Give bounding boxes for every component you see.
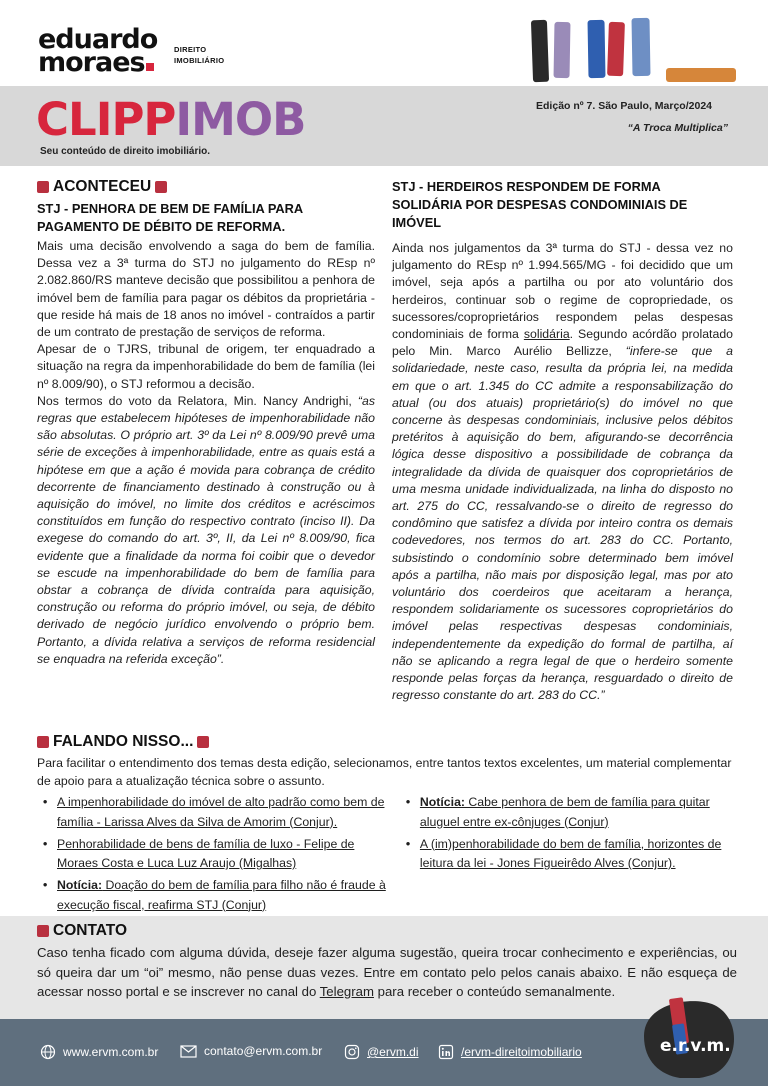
email-text: contato@ervm.com.br	[204, 1044, 323, 1058]
contato-text-a: Caso tenha ficado com alguma dúvida, deseje fazer alguma sugestão, queira trocar conhecimento e experiências, ou só queira dar um “oi” mesmo, não pense duas vezes. Entre em contato pelo pelos canais abaixo. E não esqueça de acessar nosso portal e se inscrever no canal do	[37, 945, 737, 999]
reading-link[interactable]: Doação do bem de família para filho não é fraude à execução fiscal, reafirma STJ (Conjur)	[57, 878, 386, 912]
website-text: www.ervm.com.br	[63, 1045, 159, 1059]
red-square-icon	[155, 181, 167, 193]
brand-part2: IMOB	[175, 93, 306, 146]
edition-info: Edição nº 7. São Paulo, Março/2024	[536, 100, 712, 112]
logo-dot	[146, 63, 154, 71]
linkedin-text: /ervm-direitoimobiliario	[461, 1045, 582, 1059]
ervm-badge-text: e.r.v.m.	[660, 1036, 731, 1056]
noticia-label: Notícia:	[419, 795, 465, 809]
article-title: STJ - PENHORA DE BEM DE FAMÍLIA PARA PAGAMENTO DE DÉBITO DE REFORMA.	[37, 201, 303, 234]
brush-strokes-decoration	[524, 16, 740, 84]
telegram-link[interactable]: Telegram	[319, 984, 374, 999]
motto: “A Troca Multiplica”	[627, 122, 728, 134]
article-paragraph	[392, 240, 733, 704]
red-square-icon	[37, 925, 49, 937]
brand-part1: CLIPP	[36, 93, 176, 146]
email-link[interactable]	[180, 1044, 322, 1058]
falando-heading	[37, 733, 737, 751]
logo-line2	[38, 47, 157, 78]
falando-intro: Para facilitar o entendimento dos temas desta edição, selecionamos, entre tantos textos excelentes, um material complementar de apoio para a atualização técnica sobre o assunto.	[37, 756, 732, 788]
aconteceu-heading	[37, 178, 375, 196]
contato-section	[37, 922, 737, 1002]
contato-text	[37, 943, 737, 1002]
quoted-decision: “infere-se que a solidariedade, neste caso, resulta da própria lei, na medida em que o art. 1.345 do CC admite a responsabilização do atual (ou dos atuais) proprietário(s) do imóvel no que concerne às despesas condominiais, inclusive pelos débitos pretéritos à aquisição do bem, afigurando-se decorrência lógica desse dispositivo a possibilidade de cobrança da integralidade da dívida de quaisquer dos coproprietários de uma mesma unidade individualizada, na linha do disposto no art. 275 do CC, ressalvando-se o direito de regresso do condômino que satisfez a dívida por inteiro contra os demais codevedores, nos termos do art. 283 do CC. Portanto, subsistindo o condomínio sobre determinado bem imóvel após a partilha, não mais por disposição legal, mas por ato voluntário dos coerdeiros que aceitaram a herança, respondem solidariamente os sucessores coproprietários do imóvel pelas respectivas despesas condominiais, independentemente da expedição do formal de partilha, aí não se aplicando a regra legal de que o herdeiro somente responde pelas forças da herança, resguardado o direito de regresso constante do art. 283 do CC.”	[392, 344, 733, 703]
article-paragraph: Apesar de o TJRS, tribunal de origem, ter enquadrado a situação na regra da impenhorabilidade do bem de família (lei nº 8.009/90), o STJ reformou a decisão.	[37, 342, 375, 391]
eduardo-moraes-logo	[38, 24, 158, 78]
tagline: Seu conteúdo de direito imobiliário.	[40, 146, 211, 157]
falando-nisso-section	[37, 733, 737, 912]
list-item	[37, 835, 396, 874]
instagram-text: @ervm.di	[367, 1045, 419, 1059]
contato-text-b: para receber o conteúdo semanalmente.	[373, 984, 616, 999]
logo-sub-line2: IMOBILIÁRIO	[174, 56, 225, 65]
reading-link[interactable]: A impenhorabilidade do imóvel de alto padrão como bem de família - Larissa Alves da Silva de Amorim (Conjur).	[57, 795, 385, 829]
logo-line2-text: moraes	[38, 47, 145, 78]
red-square-icon	[37, 181, 49, 193]
article-paragraph	[37, 393, 375, 668]
herdeiros-section	[392, 178, 733, 704]
falando-title: FALANDO NISSO...	[53, 733, 194, 750]
article-title: STJ - HERDEIROS RESPONDEM DE FORMA SOLIDÁRIA POR DESPESAS CONDOMINIAIS DE IMÓVEL	[392, 179, 688, 230]
linkedin-icon	[438, 1044, 454, 1060]
reading-links	[37, 793, 737, 918]
reading-list-left	[37, 793, 396, 918]
article-paragraph: Mais uma decisão envolvendo a saga do bem de família. Dessa vez a 3ª turma do STJ no julgamento do REsp nº 2.082.860/RS manteve decisão que possibilitou a penhora de imóvel bem de família para pagar os débitos da proprietária - que reside há mais de 18 anos no imóvel - contraídos a partir de um contrato de prestação de serviços de reforma.	[37, 239, 375, 340]
header-top	[0, 0, 768, 86]
website-link[interactable]	[40, 1044, 158, 1060]
paragraph-text: . Segundo acórdão prolatado pelo Min. Marco Aurélio Bellizze,	[392, 327, 733, 359]
clippimob-title	[36, 94, 305, 146]
reading-link[interactable]: A (im)penhorabilidade do bem de família, horizontes de leitura da lei - Jones Figueirêdo Alves (Conjur).	[419, 836, 722, 870]
logo-sub-line1: DIREITO	[174, 45, 207, 54]
reading-link[interactable]: Cabe penhora de bem de família para quitar aluguel entre ex-cônjuges (Conjur)	[419, 795, 710, 829]
logo-subtitle	[174, 44, 224, 66]
contato-title: CONTATO	[53, 922, 128, 939]
red-square-icon	[37, 736, 49, 748]
paragraph-intro: Nos termos do voto da Relatora, Min. Nancy Andrighi,	[37, 393, 358, 408]
contato-heading	[37, 922, 737, 940]
instagram-link[interactable]	[344, 1044, 419, 1060]
quoted-decision: “as regras que estabelecem hipóteses de impenhorabilidade não são absolutas. O próprio art. 3º da Lei nº 8.009/90 prevê uma série de exceções à impenhorabilidade, entre as quais está a hipótese em que a ação é movida para cobrança de crédito decorrente de financiamento destinado à construção ou à aquisição do imóvel, no limite dos créditos e acréscimos constituídos em função do respectivo contrato (inciso II). Da exegese do comando do art. 3º, II, da Lei nº 8.009/90, fica evidente que a finalidade da norma foi coibir que o devedor se escude na impenhorabilidade do bem de família para obstar a cobrança de dívida contraída para aquisição, construção ou reforma do próprio imóvel, ou seja, de débito derivado de negócio jurídico envolvendo o próprio bem. Portanto, a dívida relativa a serviços de reforma residencial se enquadra na referida exceção”.	[37, 393, 375, 666]
aconteceu-title: ACONTECEU	[53, 178, 152, 196]
linkedin-link[interactable]	[438, 1044, 582, 1060]
instagram-icon	[344, 1044, 360, 1060]
list-item	[400, 793, 737, 832]
reading-list-right	[400, 793, 737, 918]
list-item	[37, 876, 396, 915]
red-square-icon	[197, 736, 209, 748]
envelope-icon	[180, 1045, 197, 1058]
noticia-label: Notícia:	[57, 878, 103, 892]
solidaria-link[interactable]: solidária	[523, 327, 570, 342]
reading-link[interactable]: Penhorabilidade de bens de família de luxo - Felipe de Moraes Costa e Luca Luz Araujo (Migalhas)	[57, 836, 355, 870]
logo-line1: eduardo	[38, 24, 158, 55]
paragraph-text: Ainda nos julgamentos da 3ª turma do STJ - dessa vez no julgamento do REsp nº 1.994.565/MG - foi decidido que um imóvel, seja após a partilha ou por ato voluntário dos herdeiros, continuar sob o regime de copropriedade, os sucessores/coproprietários respondem pelas despesas condominiais de forma	[392, 241, 733, 342]
list-item	[400, 835, 737, 874]
globe-icon	[40, 1044, 56, 1060]
aconteceu-section	[37, 178, 375, 668]
list-item	[37, 793, 396, 832]
